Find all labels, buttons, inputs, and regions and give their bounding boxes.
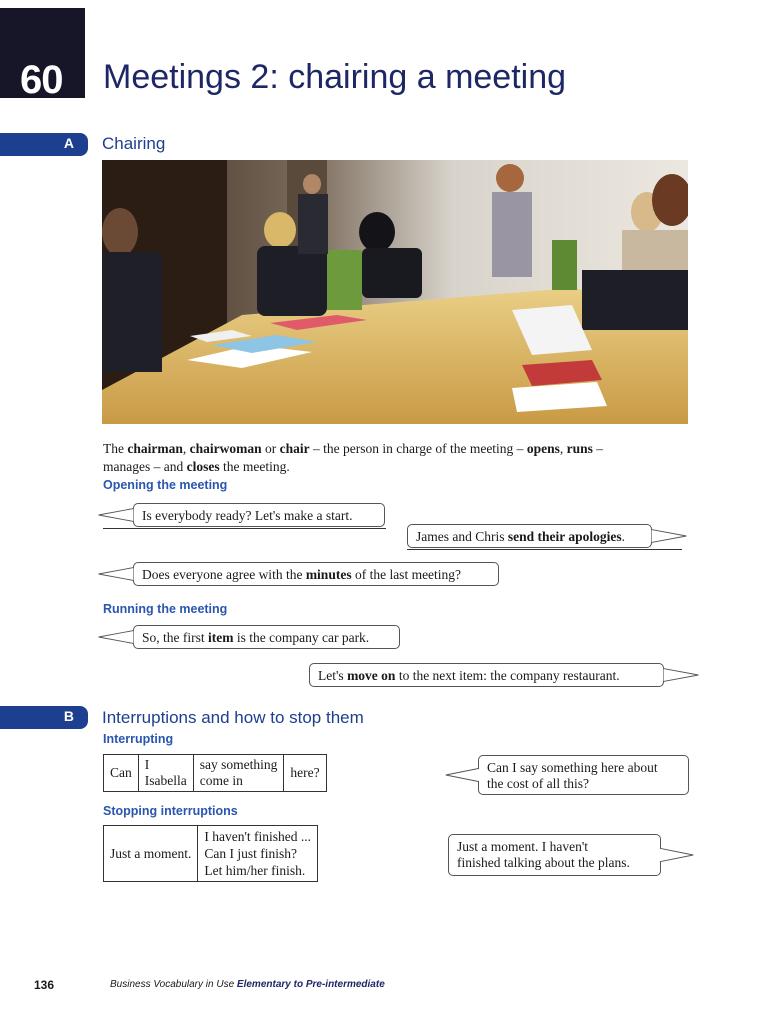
- speech-bubble-move-on: Let's move on to the next item: the company restaurant.: [309, 663, 664, 687]
- speech-bubble-minutes: Does everyone agree with the minutes of the last meeting?: [133, 562, 499, 586]
- intro-paragraph: The chairman, chairwoman or chair – the person in charge of the meeting – opens, runs – manages – and closes the meeting.: [103, 441, 603, 474]
- opening-heading: Opening the meeting: [103, 478, 228, 492]
- table-cell: I haven't finished ... Can I just finish? Let him/her finish.: [198, 826, 318, 882]
- stopping-heading: Stopping interruptions: [103, 804, 238, 818]
- page-number: 136: [34, 978, 55, 992]
- table-cell: Just a moment.: [104, 826, 198, 882]
- table-cell: I Isabella: [138, 755, 193, 792]
- meeting-room-photo: [102, 160, 688, 424]
- section-a-title: Chairing: [102, 134, 166, 153]
- speech-tail-icon: [96, 563, 136, 585]
- term-chair: chair: [279, 441, 310, 456]
- footer-series: Business Vocabulary in Use Elementary to Pre-intermediate: [110, 979, 385, 990]
- term-closes: closes: [186, 459, 220, 474]
- speech-bubble-stop: Just a moment. I haven't finished talking about the plans.: [448, 834, 661, 876]
- speech-tail-icon: [96, 504, 136, 526]
- speech-bubble-make-start: Is everybody ready? Let's make a start.: [133, 503, 385, 527]
- table-cell: say something come in: [193, 755, 284, 792]
- section-b-letter: B: [63, 708, 74, 724]
- speech-tail-icon: [96, 626, 136, 648]
- section-b-tab: [0, 706, 88, 729]
- term-chairman: chairman: [127, 441, 183, 456]
- underline: [103, 528, 386, 529]
- speech-tail-icon: [441, 756, 481, 794]
- interrupting-table: [103, 754, 327, 792]
- section-a-letter: A: [63, 135, 74, 151]
- running-heading: Running the meeting: [103, 602, 228, 616]
- page-title: Meetings 2: chairing a meeting: [103, 58, 567, 96]
- interrupting-heading: Interrupting: [103, 732, 174, 746]
- section-b-title: Interruptions and how to stop them: [102, 708, 364, 727]
- underline: [407, 549, 682, 550]
- speech-tail-icon: [661, 664, 701, 686]
- term-opens: opens: [526, 441, 560, 456]
- table-cell: Can: [104, 755, 139, 792]
- speech-bubble-apologies: James and Chris send their apologies.: [407, 524, 652, 548]
- table-cell: here?: [284, 755, 326, 792]
- unit-number: 60: [20, 58, 63, 102]
- speech-tail-icon: [649, 525, 689, 547]
- term-chairwoman: chairwoman: [189, 441, 262, 456]
- section-a-tab: [0, 133, 88, 156]
- stopping-table: [103, 825, 318, 882]
- speech-bubble-interrupt: Can I say something here about the cost of all this?: [478, 755, 689, 795]
- speech-bubble-first-item: So, the first item is the company car park.: [133, 625, 400, 649]
- term-runs: runs: [566, 441, 593, 456]
- speech-tail-icon: [658, 835, 698, 875]
